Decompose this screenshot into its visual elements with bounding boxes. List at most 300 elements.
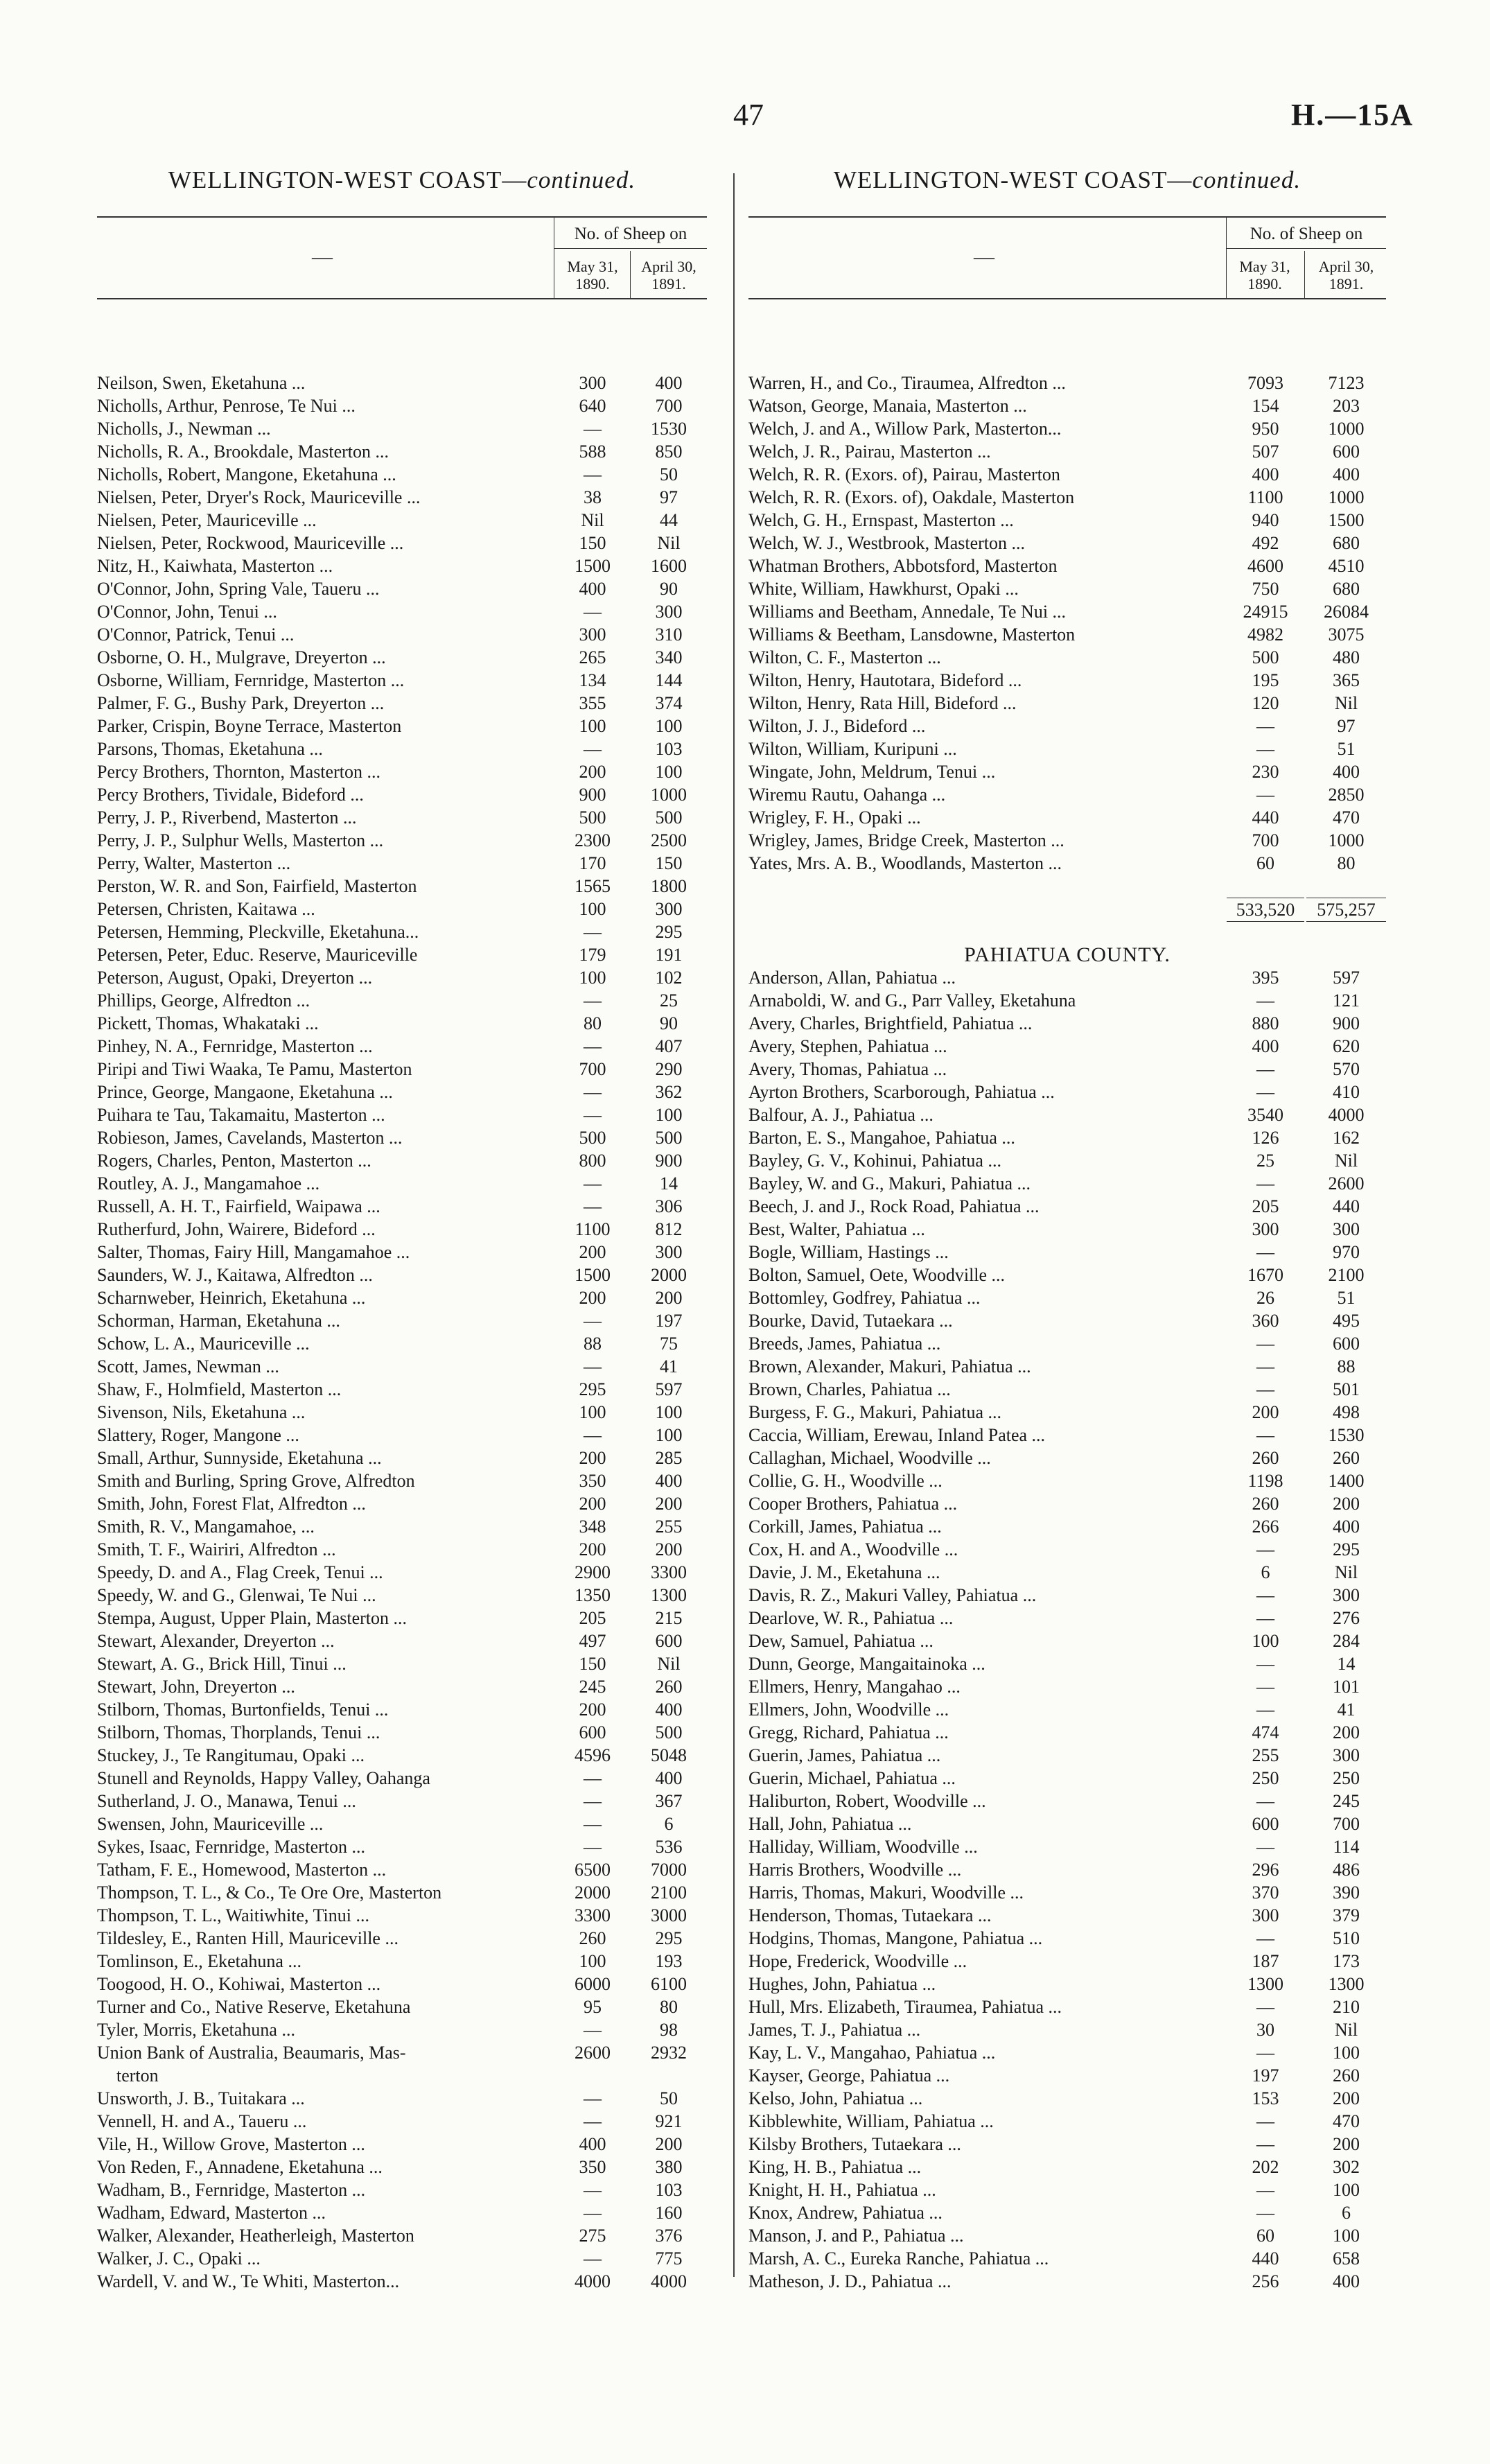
right-table-header — [748, 216, 1386, 299]
sheep-count-1891: 620 — [1333, 1036, 1360, 1056]
sheep-count-1891: 597 — [1333, 968, 1360, 988]
sheep-count-1891: 100 — [655, 762, 683, 782]
owner-name: Cox, H. and A., Woodville ... — [748, 1539, 958, 1559]
table-row — [97, 2087, 707, 2110]
sheep-count-1891: Nil — [1334, 693, 1358, 713]
sheep-count-1891: 7123 — [1328, 373, 1365, 393]
sheep-count-1891: 290 — [655, 1059, 683, 1079]
owner-name: Thompson, T. L., & Co., Te Ore Ore, Masterton — [97, 1882, 442, 1903]
sheep-count-1890: 348 — [579, 1517, 606, 1537]
sheep-count-1891: 200 — [1333, 1722, 1360, 1742]
owner-name: Stunell and Reynolds, Happy Valley, Oahanga — [97, 1768, 430, 1788]
table-row — [97, 1629, 707, 1652]
table-row — [748, 2018, 1386, 2041]
owner-name: Nielsen, Peter, Mauriceville ... — [97, 510, 317, 530]
sheep-count-1891: 900 — [655, 1151, 683, 1171]
owner-name: Anderson, Allan, Pahiatua ... — [748, 968, 956, 988]
table-row — [97, 1607, 707, 1629]
sheep-count-1891: 200 — [655, 1539, 683, 1559]
sheep-count-1890: 88 — [584, 1334, 602, 1354]
table-row — [748, 1447, 1386, 1469]
sheep-count-1891: 101 — [1333, 1677, 1360, 1697]
owner-name: Yates, Mrs. A. B., Woodlands, Masterton ... — [748, 853, 1062, 873]
owner-name: Nicholls, J., Newman ... — [97, 419, 271, 439]
sheep-count-1890: — — [1256, 990, 1274, 1011]
sheep-count-1890: 200 — [579, 1288, 606, 1308]
table-row — [748, 1744, 1386, 1767]
owner-name: Dunn, George, Mangaitainoka ... — [748, 1654, 985, 1674]
sheep-count-1891: 14 — [660, 1173, 678, 1194]
sheep-count-1890: 1300 — [1247, 1974, 1283, 1994]
owner-name: Russell, A. H. T., Fairfield, Waipawa ... — [97, 1196, 380, 1216]
table-row — [748, 1790, 1386, 1812]
owner-name: Barton, E. S., Mangahoe, Pahiatua ... — [748, 1128, 1015, 1148]
sheep-count-1890: 640 — [579, 396, 606, 416]
owner-name: Knox, Andrew, Pahiatua ... — [748, 2203, 943, 2223]
sheep-count-1891: 300 — [1333, 1219, 1360, 1239]
owner-name: Kayser, George, Pahiatua ... — [748, 2065, 950, 2086]
sheep-count-1891: 200 — [655, 2134, 683, 2154]
table-row — [748, 2224, 1386, 2247]
sheep-count-1891: 400 — [655, 1471, 683, 1491]
owner-name: Perston, W. R. and Son, Fairfield, Masterton — [97, 876, 417, 896]
sheep-count-1891: 300 — [655, 1242, 683, 1262]
sheep-count-1890: — — [1256, 1997, 1274, 2017]
table-row — [97, 1241, 707, 1264]
owner-name: Bourke, David, Tutaekara ... — [748, 1311, 953, 1331]
sheep-count-1890: 296 — [1252, 1860, 1279, 1880]
table-row — [97, 1126, 707, 1149]
owner-name: Scott, James, Newman ... — [97, 1356, 279, 1377]
table-row — [748, 1607, 1386, 1629]
owner-name: Bayley, G. V., Kohinui, Pahiatua ... — [748, 1151, 1001, 1171]
table-row — [748, 1767, 1386, 1790]
table-row — [748, 486, 1386, 509]
sheep-count-1891: 407 — [655, 1036, 683, 1056]
sheep-count-1890: 250 — [1252, 1768, 1279, 1788]
sheep-count-1891: 921 — [655, 2111, 683, 2131]
sheep-count-1890: 1670 — [1247, 1265, 1283, 1285]
table-row — [748, 1286, 1386, 1309]
owner-name: Saunders, W. J., Kaitawa, Alfredton ... — [97, 1265, 373, 1285]
sheep-count-1891: 80 — [660, 1997, 678, 2017]
table-row — [97, 920, 707, 943]
sheep-count-1891: 480 — [1333, 647, 1360, 667]
sheep-count-1891: 390 — [1333, 1882, 1360, 1903]
owner-name: Hughes, John, Pahiatua ... — [748, 1974, 936, 1994]
owner-name: Brown, Charles, Pahiatua ... — [748, 1379, 951, 1399]
sheep-count-1891: 260 — [655, 1677, 683, 1697]
table-row — [97, 1447, 707, 1469]
sheep-count-1891: 88 — [1337, 1356, 1356, 1377]
owner-name: Welch, G. H., Ernspast, Masterton ... — [748, 510, 1014, 530]
sheep-count-1890: 256 — [1252, 2271, 1279, 2291]
sheep-count-1891: 362 — [655, 1082, 683, 1102]
sheep-count-1890: 200 — [579, 1494, 606, 1514]
table-row — [97, 2178, 707, 2201]
table-row — [97, 806, 707, 829]
sheep-header: No. of Sheep on — [1227, 225, 1386, 249]
table-row — [97, 1332, 707, 1355]
owner-name: Piripi and Tiwi Waaka, Te Pamu, Masterton — [97, 1059, 412, 1079]
owner-name: Kibblewhite, William, Pahiatua ... — [748, 2111, 994, 2131]
table-row — [97, 417, 707, 440]
table-row — [97, 1767, 707, 1790]
sheep-count-1890: 187 — [1252, 1951, 1279, 1971]
sheep-count-1891: Nil — [1334, 2020, 1358, 2040]
table-row — [97, 1744, 707, 1767]
sheep-count-1891: 300 — [655, 602, 683, 622]
owner-name: Tyler, Morris, Eketahuna ... — [97, 2020, 295, 2040]
owner-name: Nielsen, Peter, Rockwood, Mauriceville ... — [97, 533, 404, 553]
table-row — [748, 1492, 1386, 1515]
sheep-count-1891: 2000 — [651, 1265, 687, 1285]
table-row — [748, 737, 1386, 760]
table-row — [97, 372, 707, 394]
sheep-count-1891: 6100 — [651, 1974, 687, 1994]
owner-name: Dearlove, W. R., Pahiatua ... — [748, 1608, 954, 1628]
table-row — [97, 2224, 707, 2247]
sheep-count-1891: 1000 — [1328, 830, 1365, 850]
table-row — [748, 1927, 1386, 1950]
sheep-count-1891: 4510 — [1328, 556, 1365, 576]
sheep-count-1890: 350 — [579, 2157, 606, 2177]
sheep-count-1890: 600 — [579, 1722, 606, 1742]
owner-name: Kelso, John, Pahiatua ... — [748, 2088, 923, 2108]
sheep-count-1891: 255 — [655, 1517, 683, 1537]
table-row — [748, 1264, 1386, 1286]
table-row — [748, 920, 1386, 943]
table-row — [748, 1698, 1386, 1721]
table-row — [748, 1858, 1386, 1881]
sheep-count-1891: 374 — [655, 693, 683, 713]
owner-name: Small, Arthur, Sunnyside, Eketahuna ... — [97, 1448, 382, 1468]
owner-name: Salter, Thomas, Fairy Hill, Mangamahoe ... — [97, 1242, 410, 1262]
sheep-count-1891: 3075 — [1328, 624, 1365, 645]
sheep-count-1890: 205 — [579, 1608, 606, 1628]
table-row — [748, 1172, 1386, 1195]
owner-name: Shaw, F., Holmfield, Masterton ... — [97, 1379, 342, 1399]
sheep-count-1891: 50 — [660, 2088, 678, 2108]
sheep-count-1890: — — [584, 2020, 602, 2040]
sheep-count-1891: 400 — [1333, 762, 1360, 782]
sheep-count-1890: 260 — [1252, 1448, 1279, 1468]
sheep-count-1890: — — [584, 602, 602, 622]
sheep-count-1890: 202 — [1252, 2157, 1279, 2177]
table-row — [97, 737, 707, 760]
owner-name: Hall, John, Pahiatua ... — [748, 1814, 912, 1834]
owner-name: Puihara te Tau, Takamaitu, Masterton ... — [97, 1105, 385, 1125]
table-row — [97, 1172, 707, 1195]
left-heading: WELLINGTON-WEST COAST—continued. — [168, 166, 636, 193]
table-row — [748, 1835, 1386, 1858]
owner-name: Burgess, F. G., Makuri, Pahiatua ... — [748, 1402, 1002, 1422]
sheep-count-1890: 6000 — [575, 1974, 611, 1994]
owner-name: Percy Brothers, Thornton, Masterton ... — [97, 762, 380, 782]
table-row — [97, 1950, 707, 1973]
sheep-count-1890: 500 — [579, 807, 606, 828]
sheep-count-1890: 1500 — [575, 556, 611, 576]
owner-name: Hull, Mrs. Elizabeth, Tiraumea, Pahiatua ... — [748, 1997, 1062, 2017]
table-row — [748, 394, 1386, 417]
table-row — [97, 1378, 707, 1401]
owner-name: Watson, George, Manaia, Masterton ... — [748, 396, 1027, 416]
sheep-count-1890: 300 — [579, 624, 606, 645]
sheep-count-1891: 498 — [1333, 1402, 1360, 1422]
owner-name: Avery, Thomas, Pahiatua ... — [748, 1059, 947, 1079]
sheep-count-1891: 200 — [1333, 2134, 1360, 2154]
sheep-count-1891: 103 — [655, 739, 683, 759]
table-row — [97, 1035, 707, 1058]
sheep-count-1890: — — [1256, 1059, 1274, 1079]
table-row — [748, 1332, 1386, 1355]
owner-name: Cooper Brothers, Pahiatua ... — [748, 1494, 958, 1514]
sheep-count-1891: 410 — [1333, 1082, 1360, 1102]
sheep-count-1890: 80 — [584, 1013, 602, 1033]
sheep-count-1891: 1000 — [651, 785, 687, 805]
table-row — [748, 1904, 1386, 1927]
section-title: PAHIATUA COUNTY. — [964, 943, 1171, 966]
owner-name: Peterson, August, Opaki, Dreyerton ... — [97, 968, 373, 988]
sheep-count-1890: — — [1256, 1539, 1274, 1559]
sheep-count-1890: 300 — [579, 373, 606, 393]
owner-name: Parsons, Thomas, Eketahuna ... — [97, 739, 323, 759]
sheep-count-1890: 150 — [579, 1654, 606, 1674]
owner-name: Petersen, Christen, Kaitawa ... — [97, 899, 315, 919]
table-row — [748, 1995, 1386, 2018]
table-row — [748, 1149, 1386, 1172]
sheep-count-1890: 533,520 — [1227, 898, 1304, 922]
table-row — [97, 1424, 707, 1447]
sheep-count-1890: 260 — [1252, 1494, 1279, 1514]
owner-name: Wrigley, F. H., Opaki ... — [748, 807, 921, 828]
sheep-count-1890: — — [584, 2203, 602, 2223]
sheep-count-1890: 800 — [579, 1151, 606, 1171]
owner-name: Kilsby Brothers, Tutaekara ... — [748, 2134, 961, 2154]
owner-name: Tildesley, E., Ranten Hill, Mauriceville ... — [97, 1928, 398, 1948]
april-1891-header: April 30, 1891. — [1318, 258, 1374, 292]
table-row — [97, 715, 707, 737]
table-row — [748, 1652, 1386, 1675]
sheep-count-1890: 60 — [1256, 2226, 1274, 2246]
owner-name: Henderson, Thomas, Tutaekara ... — [748, 1905, 992, 1925]
sheep-count-1890: 6500 — [575, 1860, 611, 1880]
sheep-count-1890: — — [1256, 1379, 1274, 1399]
sheep-count-1891: 600 — [1333, 1334, 1360, 1354]
table-row — [748, 1721, 1386, 1744]
sheep-count-1891: 306 — [655, 1196, 683, 1216]
table-row — [97, 1675, 707, 1698]
owner-name: Nicholls, Robert, Mangone, Eketahuna ... — [97, 464, 396, 484]
sheep-count-1891: 173 — [1333, 1951, 1360, 1971]
sheep-count-1890: — — [1256, 2180, 1274, 2200]
sheep-count-1890: — — [584, 1196, 602, 1216]
sheep-count-1890: 275 — [579, 2226, 606, 2246]
owner-name: Halliday, William, Woodville ... — [748, 1837, 978, 1857]
sheep-count-1891: 300 — [655, 899, 683, 919]
table-row — [97, 440, 707, 463]
table-row — [97, 760, 707, 783]
owner-name: Wilton, Henry, Rata Hill, Bideford ... — [748, 693, 1017, 713]
sheep-count-1891: 250 — [1333, 1768, 1360, 1788]
sheep-count-1890: 2300 — [575, 830, 611, 850]
table-row — [748, 2178, 1386, 2201]
sheep-count-1891: 500 — [655, 1722, 683, 1742]
owner-name: Avery, Charles, Brightfield, Pahiatua ... — [748, 1013, 1033, 1033]
right-heading: WELLINGTON-WEST COAST—continued. — [833, 166, 1301, 193]
table-row — [97, 1218, 707, 1241]
owner-name: Palmer, F. G., Bushy Park, Dreyerton ... — [97, 693, 385, 713]
sheep-count-1890: 1350 — [575, 1585, 611, 1605]
table-row — [97, 1081, 707, 1103]
table-row — [97, 1561, 707, 1584]
sheep-count-1890: — — [1256, 2111, 1274, 2131]
sheep-count-1890: 440 — [1252, 2248, 1279, 2269]
sheep-count-1891: 295 — [1333, 1539, 1360, 1559]
may-1890-header: May 31, 1890. — [1239, 258, 1290, 292]
owner-name: Ellmers, Henry, Mangahao ... — [748, 1677, 961, 1697]
sheep-count-1891: 2100 — [651, 1882, 687, 1903]
table-row — [748, 1973, 1386, 1995]
owner-name: Tatham, F. E., Homewood, Masterton ... — [97, 1860, 387, 1880]
sheep-count-1890: 400 — [1252, 1036, 1279, 1056]
sheep-count-1890: — — [584, 990, 602, 1011]
sheep-count-1891: 200 — [1333, 2088, 1360, 2108]
sheep-count-1891: 150 — [655, 853, 683, 873]
sheep-count-1891: 680 — [1333, 533, 1360, 553]
table-row — [97, 1652, 707, 1675]
table-row — [748, 1515, 1386, 1538]
owner-name: Rutherfurd, John, Wairere, Bideford ... — [97, 1219, 376, 1239]
sheep-count-1890: 440 — [1252, 807, 1279, 828]
right-table-body — [748, 372, 1386, 2293]
owner-name: Stempa, August, Upper Plain, Masterton ... — [97, 1608, 407, 1628]
sheep-count-1890: — — [1256, 1608, 1274, 1628]
sheep-count-1890: 355 — [579, 693, 606, 713]
sheep-count-1891: 302 — [1333, 2157, 1360, 2177]
table-row — [97, 1858, 707, 1881]
table-row — [97, 1973, 707, 1995]
table-row — [97, 1904, 707, 1927]
sheep-count-1890: 900 — [579, 785, 606, 805]
owner-name: O'Connor, Patrick, Tenui ... — [97, 624, 295, 645]
sheep-count-1890: — — [1256, 1242, 1274, 1262]
table-row — [97, 1469, 707, 1492]
sheep-header: No. of Sheep on — [554, 225, 707, 249]
sheep-count-1890: 2600 — [575, 2043, 611, 2063]
owner-name: Hope, Frederick, Woodville ... — [748, 1951, 967, 1971]
sheep-count-1891: 100 — [1333, 2180, 1360, 2200]
sheep-count-1891: 44 — [660, 510, 678, 530]
owner-name: Balfour, A. J., Pahiatua ... — [748, 1105, 934, 1125]
sheep-count-1891: 340 — [655, 647, 683, 667]
sheep-count-1891: 6 — [1342, 2203, 1351, 2223]
sheep-count-1891: 367 — [655, 1791, 683, 1811]
sheep-count-1890: — — [584, 2248, 602, 2269]
owner-name: Scharnweber, Heinrich, Eketahuna ... — [97, 1288, 366, 1308]
sheep-count-1891: 5048 — [651, 1745, 687, 1765]
sheep-count-1891: 600 — [1333, 442, 1360, 462]
table-row — [748, 2133, 1386, 2156]
owner-name: Whatman Brothers, Abbotsford, Masterton — [748, 556, 1058, 576]
owner-name: Marsh, A. C., Eureka Ranche, Pahiatua ... — [748, 2248, 1049, 2269]
sheep-count-1890: 3300 — [575, 1905, 611, 1925]
owner-name: Hodgins, Thomas, Mangone, Pahiatua ... — [748, 1928, 1043, 1948]
sheep-count-1891: 510 — [1333, 1928, 1360, 1948]
sheep-count-1891: 245 — [1333, 1791, 1360, 1811]
owner-name: Bottomley, Godfrey, Pahiatua ... — [748, 1288, 981, 1308]
sheep-count-1890: 2000 — [575, 1882, 611, 1903]
sheep-count-1890: 1100 — [575, 1219, 611, 1239]
sheep-count-1890: 38 — [584, 487, 602, 507]
sheep-count-1890: — — [1256, 1356, 1274, 1377]
table-row — [748, 1538, 1386, 1561]
sheep-count-1890: — — [584, 922, 602, 942]
owner-name: Perry, J. P., Riverbend, Masterton ... — [97, 807, 357, 828]
table-row — [748, 1058, 1386, 1081]
sheep-count-1891: 1000 — [1328, 419, 1365, 439]
sheep-count-1890: 255 — [1252, 1745, 1279, 1765]
sheep-count-1890: — — [584, 1173, 602, 1194]
owner-name: Smith, R. V., Mangamahoe, ... — [97, 1517, 315, 1537]
owner-name: Matheson, J. D., Pahiatua ... — [748, 2271, 952, 2291]
sheep-count-1891: 80 — [1337, 853, 1356, 873]
sheep-count-1890: 134 — [579, 670, 606, 690]
sheep-count-1891: 900 — [1333, 1013, 1360, 1033]
table-row — [748, 1035, 1386, 1058]
owner-name: Sutherland, J. O., Manawa, Tenui ... — [97, 1791, 356, 1811]
table-row — [748, 1950, 1386, 1973]
table-row — [97, 2247, 707, 2270]
sheep-count-1890: 360 — [1252, 1311, 1279, 1331]
sheep-count-1891: 500 — [655, 807, 683, 828]
sheep-count-1890: — — [584, 464, 602, 484]
table-row — [97, 692, 707, 715]
sheep-count-1890: — — [1256, 2043, 1274, 2063]
table-row — [97, 509, 707, 532]
sheep-count-1891: 51 — [1337, 1288, 1356, 1308]
table-row — [748, 1081, 1386, 1103]
owner-name: Union Bank of Australia, Beaumaris, Mas- — [97, 2043, 406, 2063]
table-row — [97, 1812, 707, 1835]
owner-name: Guerin, Michael, Pahiatua ... — [748, 1768, 956, 1788]
table-row — [748, 2087, 1386, 2110]
table-row — [97, 829, 707, 852]
sheep-count-1891: 4000 — [1328, 1105, 1365, 1125]
sheep-count-1890: 200 — [579, 1539, 606, 1559]
sheep-count-1890: — — [584, 739, 602, 759]
owner-name: Wardell, V. and W., Te Whiti, Masterton... — [97, 2271, 400, 2291]
owner-name: Haliburton, Robert, Woodville ... — [748, 1791, 986, 1811]
header-divider — [1304, 251, 1305, 298]
owner-name: Schow, L. A., Mauriceville ... — [97, 1334, 310, 1354]
table-row — [97, 875, 707, 898]
table-row — [97, 1515, 707, 1538]
owner-name: Pinhey, N. A., Fernridge, Masterton ... — [97, 1036, 373, 1056]
page-number: 47 — [733, 98, 764, 132]
sheep-count-1891: 285 — [655, 1448, 683, 1468]
sheep-count-1890: 245 — [579, 1677, 606, 1697]
sheep-count-1890: 25 — [1256, 1151, 1274, 1171]
table-row — [748, 783, 1386, 806]
header-divider — [1226, 218, 1227, 298]
sheep-count-1891: 2850 — [1328, 785, 1365, 805]
table-row — [97, 2133, 707, 2156]
table-row — [97, 1881, 707, 1904]
sheep-count-1891: 501 — [1333, 1379, 1360, 1399]
table-row — [748, 1355, 1386, 1378]
sheep-count-1890: 400 — [579, 2134, 606, 2154]
